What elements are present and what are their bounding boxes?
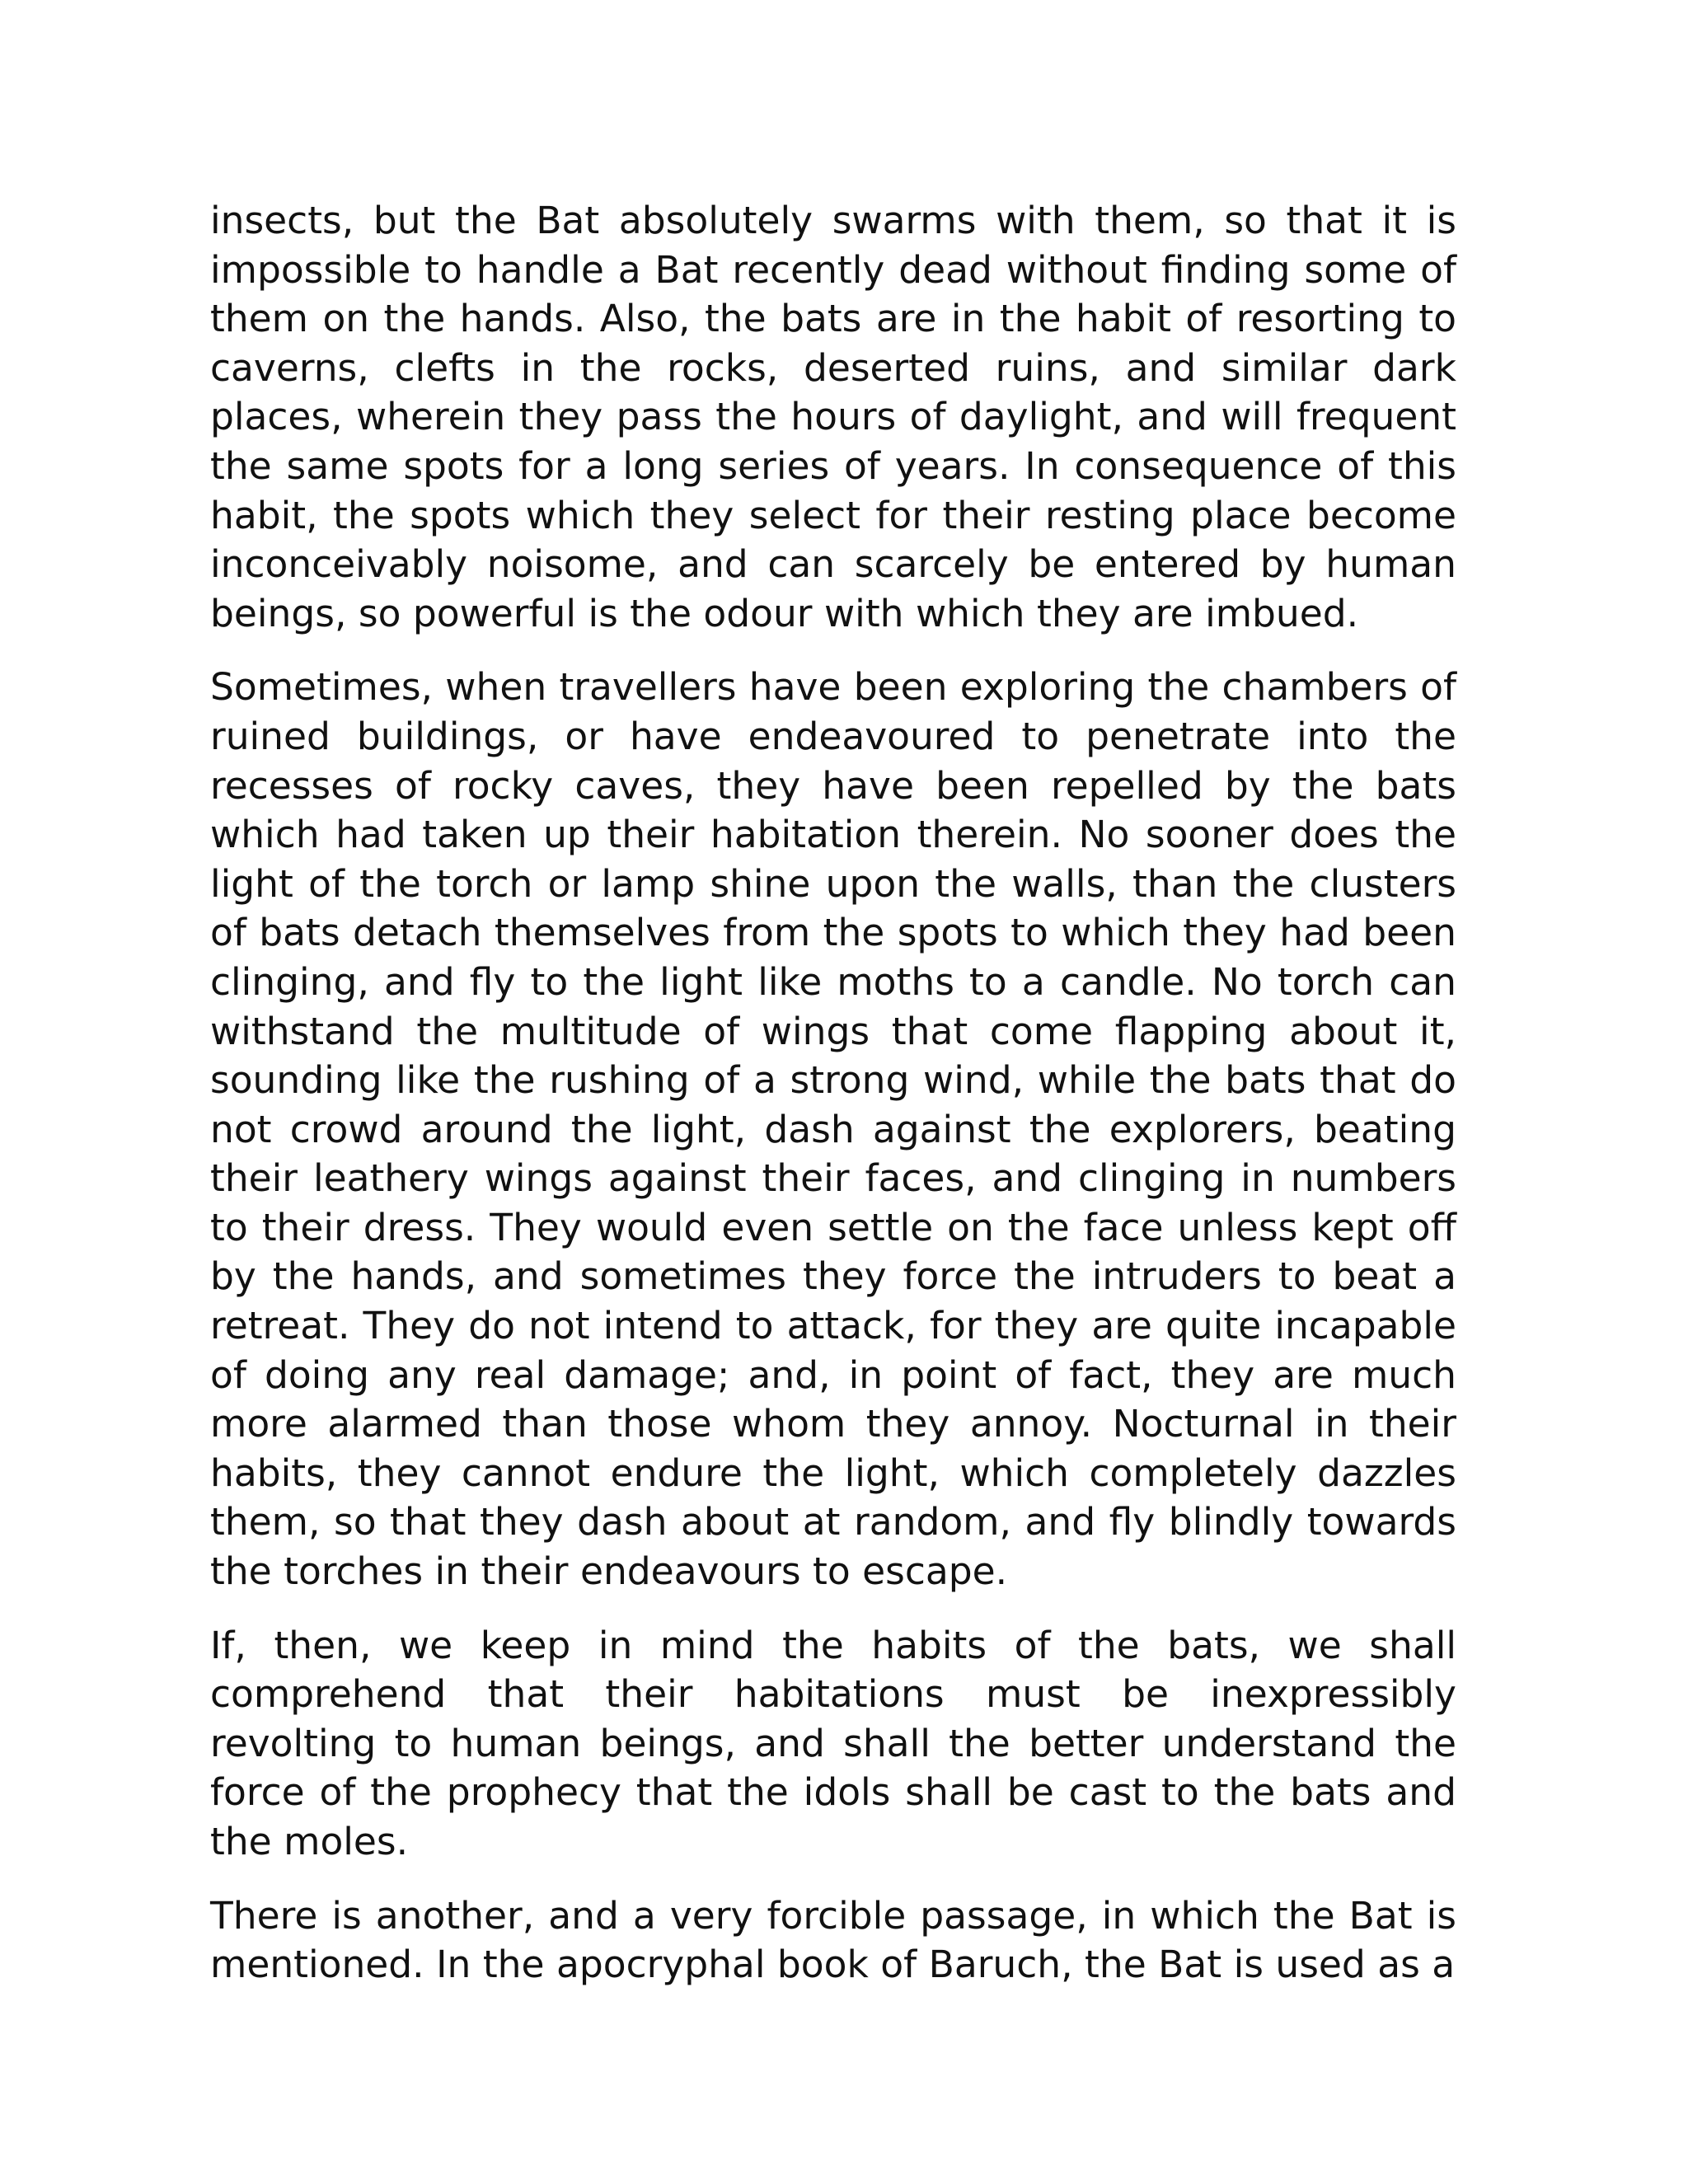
page-body (210, 196, 1456, 2014)
paragraph-1: insects, but the Bat absolutely swarms with them, so that it is impossible to handle a Bat recently dead without finding some of them on the hands. Also, the bats are in the habit of resorting to caverns, clefts in the rocks, deserted ruins, and similar dark places, wherein they pass the hours of daylight, and will frequent the same spots for a long series of years. In consequence of this habit, the spots which they select for their resting place become inconceivably noisome, and can scarcely be entered by human beings, so powerful is the odour with which they are imbued. (210, 199, 1456, 635)
paragraph-4: There is another, and a very forcible passage, in which the Bat is mentioned. In the apocryphal book of Baruch, the Bat is used as a (210, 1893, 1456, 1987)
paragraph-3: If, then, we keep in mind the habits of the bats, we shall comprehend that their habitations must be inexpressibly revolting to human beings, and shall the better understand the force of the prophecy that the idols shall be cast to the bats and the moles. (210, 1623, 1456, 1863)
paragraph-2: Sometimes, when travellers have been exploring the chambers of ruined buildings, or have endeavoured to penetrate into the recesses of rocky caves, they have been repelled by the bats which had taken up their habitation therein. No sooner does the light of the torch or lamp shine upon the walls, than the clusters of bats detach themselves from the spots to which they had been clinging, and fly to the light like moths to a candle. No torch can withstand the multitude of wings that come flapping about it, sounding like the rushing of a strong wind, while the bats that do not crowd around the light, dash against the explorers, beating their leathery wings against their faces, and clinging in numbers to their dress. They would even settle on the face unless kept off by the hands, and sometimes they force the intruders to beat a retreat. They do not intend to attack, for they are quite incapable of doing any real damage; and, in point of fact, they are much more alarmed than those whom they annoy. Nocturnal in their habits, they cannot endure the light, which completely dazzles them, so that they dash about at random, and fly blindly towards the torches in their endeavours to escape. (210, 665, 1456, 1594)
